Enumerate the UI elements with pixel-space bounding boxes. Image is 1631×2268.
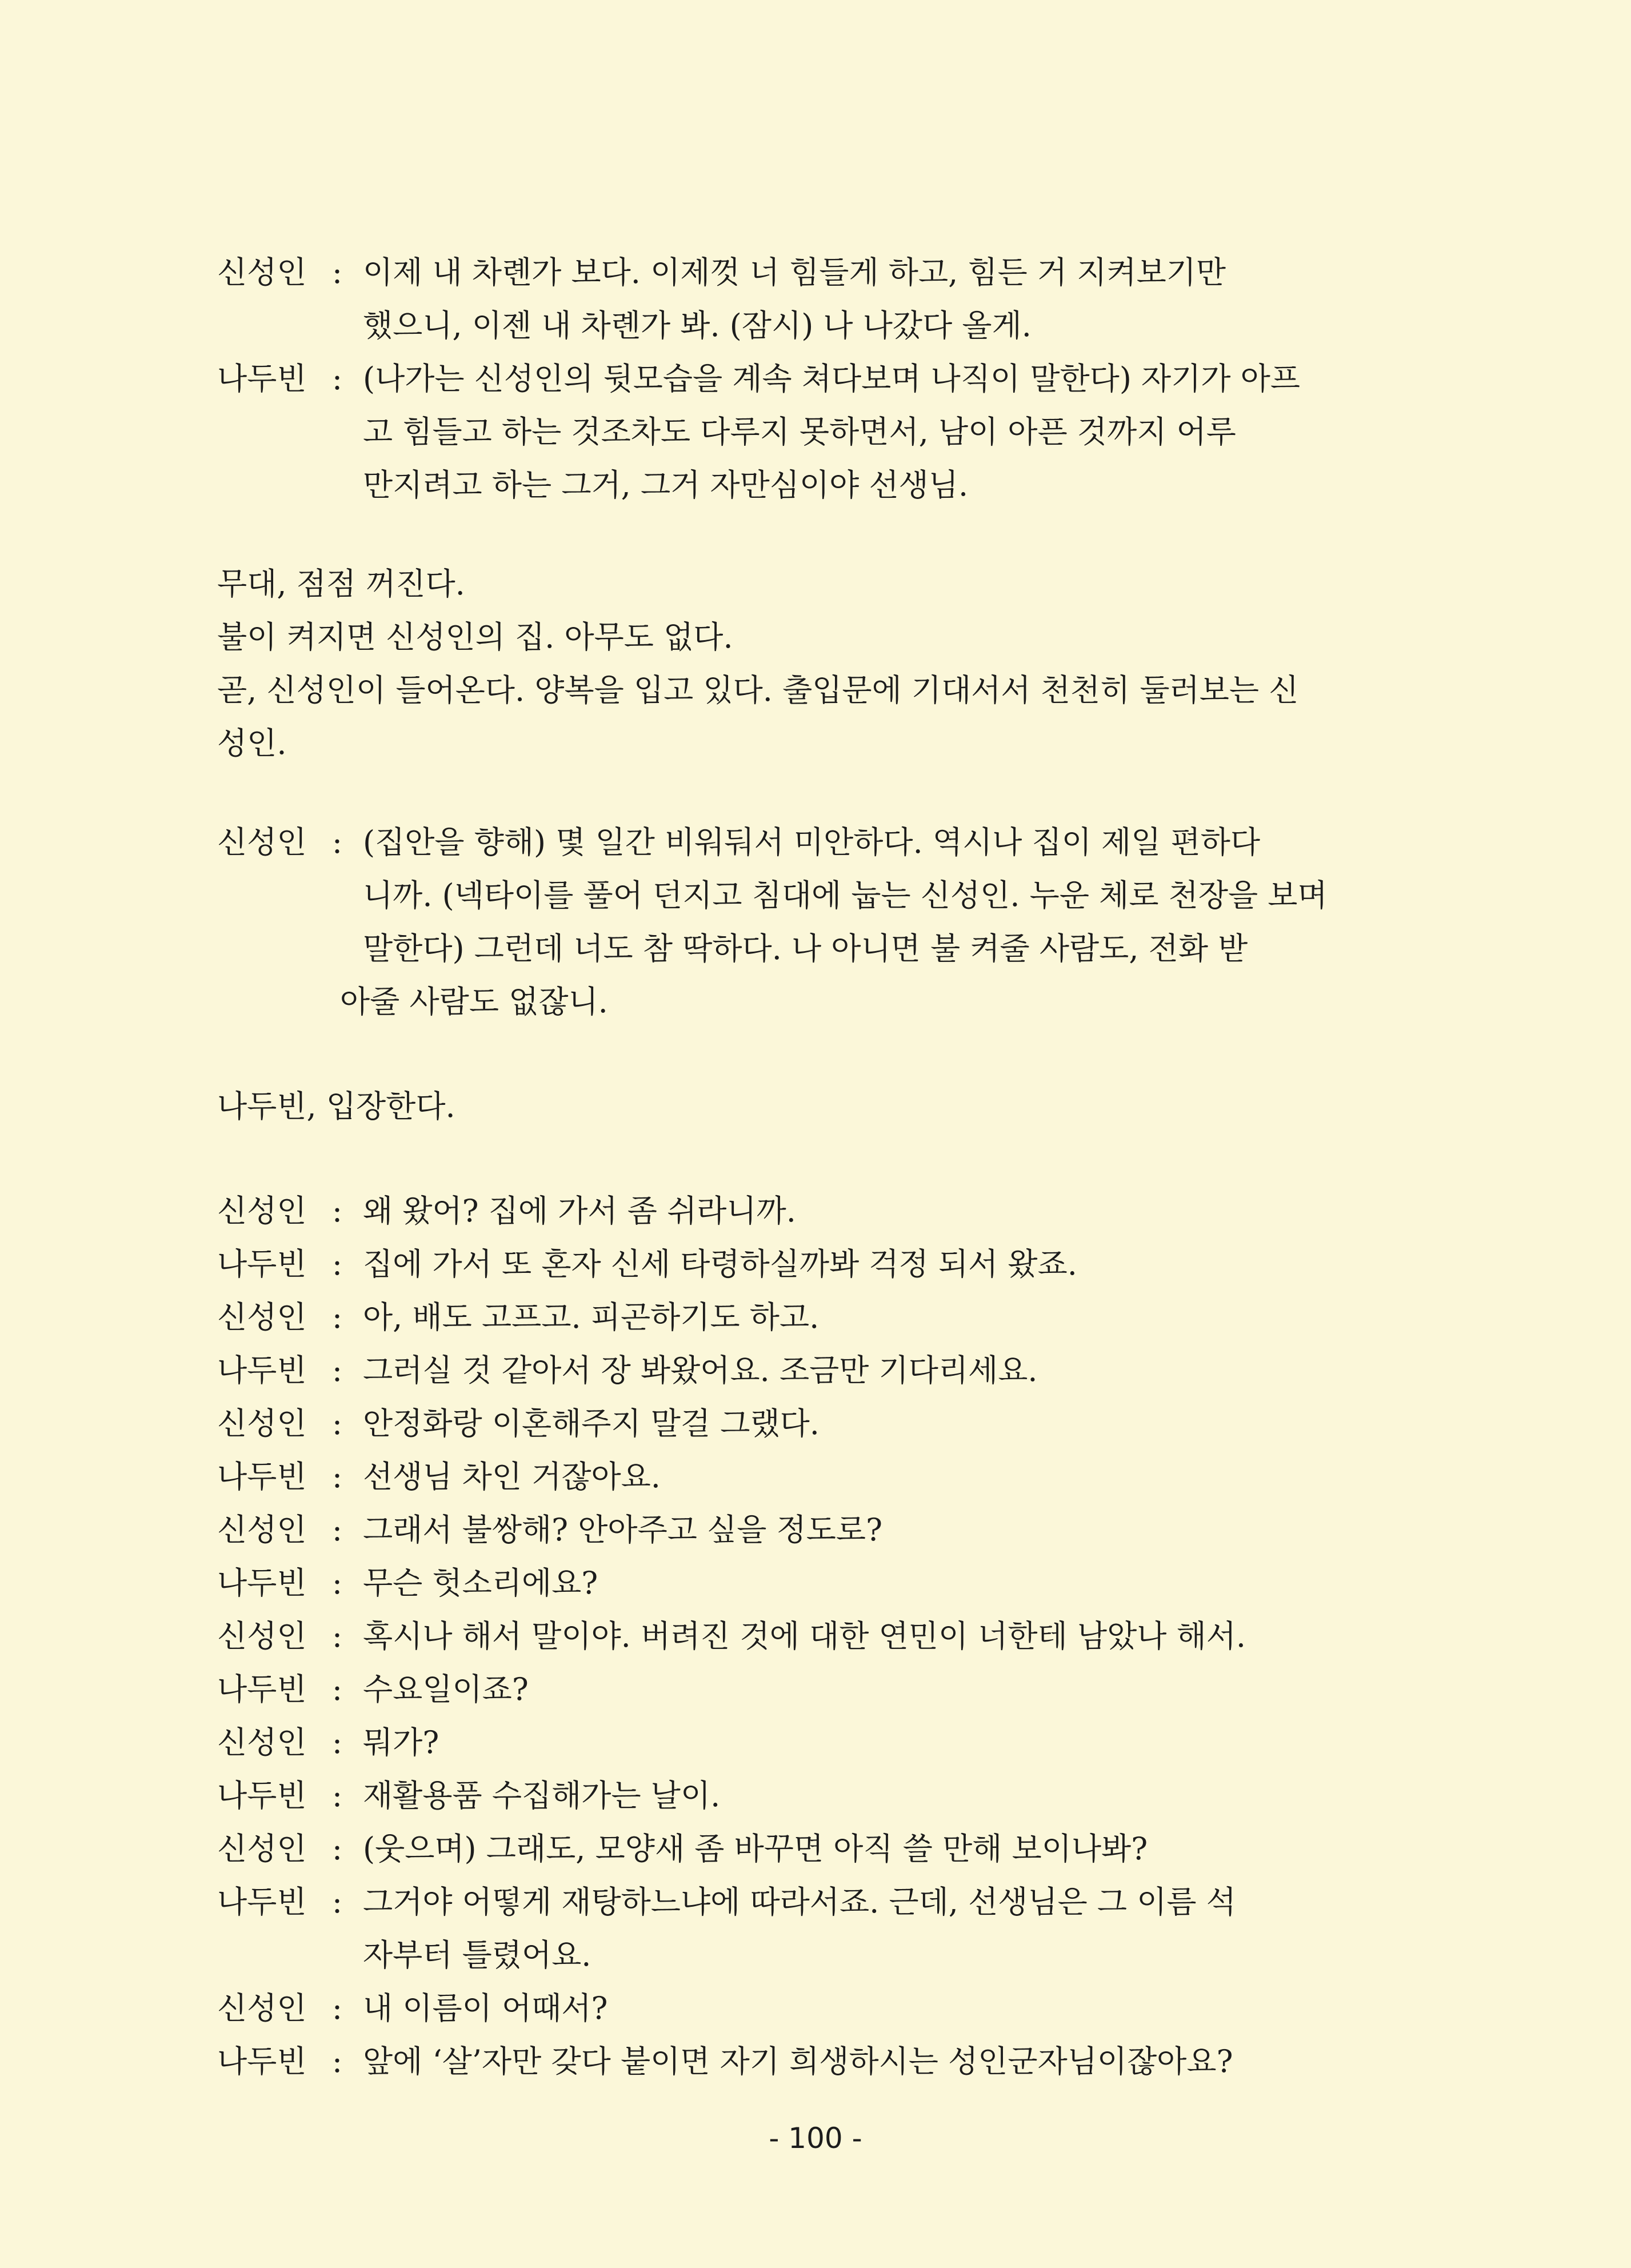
block-spacer xyxy=(217,770,1383,816)
dialogue-text: 그러실 것 같아서 장 봐왔어요. 조금만 기다리세요. xyxy=(363,1352,1038,1388)
stage-direction-line: 성인. xyxy=(217,725,287,761)
dialogue-text: 집에 가서 또 혼자 신세 타령하실까봐 걱정 되서 왔죠. xyxy=(363,1246,1077,1282)
dialogue-line xyxy=(217,1184,1383,1237)
speaker-separator: : xyxy=(331,2043,343,2079)
dialogue-line xyxy=(217,1982,1383,2035)
speaker-name: 신성인 xyxy=(217,1405,307,1442)
dialogue-text: 그래서 불쌍해? 안아주고 싶을 정도로? xyxy=(363,1512,883,1548)
dialogue-continuation: 고 힘들고 하는 것조차도 다루지 못하면서, 남이 아픈 것까지 어루 xyxy=(363,414,1236,450)
dialogue-line xyxy=(217,1875,1383,1928)
speaker-separator: : xyxy=(331,361,343,397)
stage-direction-line: 나두빈, 입장한다. xyxy=(217,1088,455,1124)
dialogue-continuation: 말한다) 그런데 너도 참 딱하다. 나 아니면 불 켜줄 사람도, 전화 받 xyxy=(363,931,1248,967)
speaker-name: 신성인 xyxy=(217,1512,307,1548)
speaker-separator: : xyxy=(331,1671,343,1707)
speaker-separator: : xyxy=(331,1246,343,1282)
dialogue-line xyxy=(217,1450,1383,1503)
speaker-name: 나두빈 xyxy=(217,1778,307,1814)
dialogue-line xyxy=(217,1769,1383,1822)
speaker-separator: : xyxy=(331,1512,343,1548)
dialogue-continuation: 아줄 사람도 없잖니. xyxy=(340,984,608,1020)
dialogue-line xyxy=(217,1291,1383,1344)
dialogue-text: (웃으며) 그래도, 모양새 좀 바꾸면 아직 쓸 만해 보이나봐? xyxy=(363,1831,1148,1867)
dialogue-text: 아, 배도 고프고. 피곤하기도 하고. xyxy=(363,1299,820,1335)
speaker-name: 나두빈 xyxy=(217,361,307,397)
speaker-separator: : xyxy=(331,1618,343,1654)
dialogue-text: 왜 왔어? 집에 가서 좀 쉬라니까. xyxy=(363,1193,796,1229)
stage-direction-line: 불이 켜지면 신성인의 집. 아무도 없다. xyxy=(217,619,733,655)
dialogue-text: 뭐가? xyxy=(363,1724,439,1760)
dialogue-text: 앞에 ‘살’자만 갖다 붙이면 자기 희생하시는 성인군자님이잖아요? xyxy=(363,2043,1233,2079)
dialogue-line xyxy=(217,1397,1383,1450)
speaker-name: 나두빈 xyxy=(217,1459,307,1495)
speaker-separator: : xyxy=(331,1193,343,1229)
speaker-separator: : xyxy=(331,1459,343,1495)
dialogue-text: 무슨 헛소리에요? xyxy=(363,1565,598,1601)
dialogue-line xyxy=(217,1716,1383,1769)
dialogue-line xyxy=(217,1344,1383,1397)
speaker-separator: : xyxy=(331,1831,343,1867)
speaker-name: 나두빈 xyxy=(217,2043,307,2079)
speaker-name: 신성인 xyxy=(217,1299,307,1335)
speaker-name: 나두빈 xyxy=(217,1671,307,1707)
stage-direction-line: 무대, 점점 꺼진다. xyxy=(217,566,465,602)
dialogue-text: 재활용품 수집해가는 날이. xyxy=(363,1778,721,1814)
speaker-separator: : xyxy=(331,1778,343,1814)
speaker-separator: : xyxy=(331,1352,343,1388)
dialogue-continuation: 자부터 틀렸어요. xyxy=(363,1937,591,1973)
speaker-separator: : xyxy=(331,824,343,860)
dialogue-line xyxy=(217,246,1383,299)
dialogue-continuation: 니까. (넥타이를 풀어 던지고 침대에 눕는 신성인. 누운 체로 천장을 보며 xyxy=(363,877,1328,913)
dialogue-line xyxy=(217,1610,1383,1663)
speaker-name: 나두빈 xyxy=(217,1246,307,1282)
speaker-name: 신성인 xyxy=(217,824,307,860)
speaker-separator: : xyxy=(331,1405,343,1442)
dialogue-line xyxy=(217,2035,1383,2088)
speaker-separator: : xyxy=(331,1724,343,1760)
block-spacer xyxy=(217,1028,1383,1080)
dialogue-text: (집안을 향해) 몇 일간 비워둬서 미안하다. 역시나 집이 제일 편하다 xyxy=(363,824,1261,860)
dialogue-line xyxy=(217,1663,1383,1716)
script-content xyxy=(217,246,1383,2088)
dialogue-text: 수요일이죠? xyxy=(363,1671,529,1707)
speaker-separator: : xyxy=(331,1884,343,1920)
dialogue-continuation: 만지려고 하는 그거, 그거 자만심이야 선생님. xyxy=(363,467,969,503)
speaker-name: 신성인 xyxy=(217,1618,307,1654)
block-spacer xyxy=(217,512,1383,557)
speaker-separator: : xyxy=(331,254,343,290)
dialogue-line xyxy=(217,1503,1383,1556)
speaker-name: 나두빈 xyxy=(217,1352,307,1388)
speaker-separator: : xyxy=(331,1299,343,1335)
speaker-separator: : xyxy=(331,1565,343,1601)
dialogue-text: 선생님 차인 거잖아요. xyxy=(363,1459,661,1495)
speaker-separator: : xyxy=(331,1990,343,2026)
speaker-name: 신성인 xyxy=(217,1990,307,2026)
page-number: - 100 - xyxy=(769,2122,862,2155)
speaker-name: 신성인 xyxy=(217,254,307,290)
speaker-name: 신성인 xyxy=(217,1831,307,1867)
speaker-name: 신성인 xyxy=(217,1724,307,1760)
speaker-name: 나두빈 xyxy=(217,1565,307,1601)
dialogue-line xyxy=(217,1237,1383,1291)
dialogue-line xyxy=(217,1556,1383,1610)
stage-direction-line: 곧, 신성인이 들어온다. 양복을 입고 있다. 출입문에 기대서서 천천히 둘러보는 신 xyxy=(217,672,1299,708)
dialogue-text: 혹시나 해서 말이야. 버려진 것에 대한 연민이 너한테 남았나 해서. xyxy=(363,1618,1246,1654)
dialogue-line xyxy=(217,352,1383,405)
speaker-name: 나두빈 xyxy=(217,1884,307,1920)
dialogue-continuation: 했으니, 이젠 내 차롄가 봐. (잠시) 나 나갔다 올게. xyxy=(363,308,1032,344)
block-spacer xyxy=(217,1133,1383,1184)
speaker-name: 신성인 xyxy=(217,1193,307,1229)
dialogue-text: 이제 내 차롄가 보다. 이제껏 너 힘들게 하고, 힘든 거 지켜보기만 xyxy=(363,254,1226,290)
dialogue-text: 내 이름이 어때서? xyxy=(363,1990,608,2026)
dialogue-text: 안정화랑 이혼해주지 말걸 그랬다. xyxy=(363,1405,820,1442)
dialogue-line xyxy=(217,1822,1383,1875)
dialogue-text: 그거야 어떻게 재탕하느냐에 따라서죠. 근데, 선생님은 그 이름 석 xyxy=(363,1884,1236,1920)
dialogue-text: (나가는 신성인의 뒷모습을 계속 쳐다보며 나직이 말한다) 자기가 아프 xyxy=(363,361,1301,397)
dialogue-line xyxy=(217,816,1383,869)
